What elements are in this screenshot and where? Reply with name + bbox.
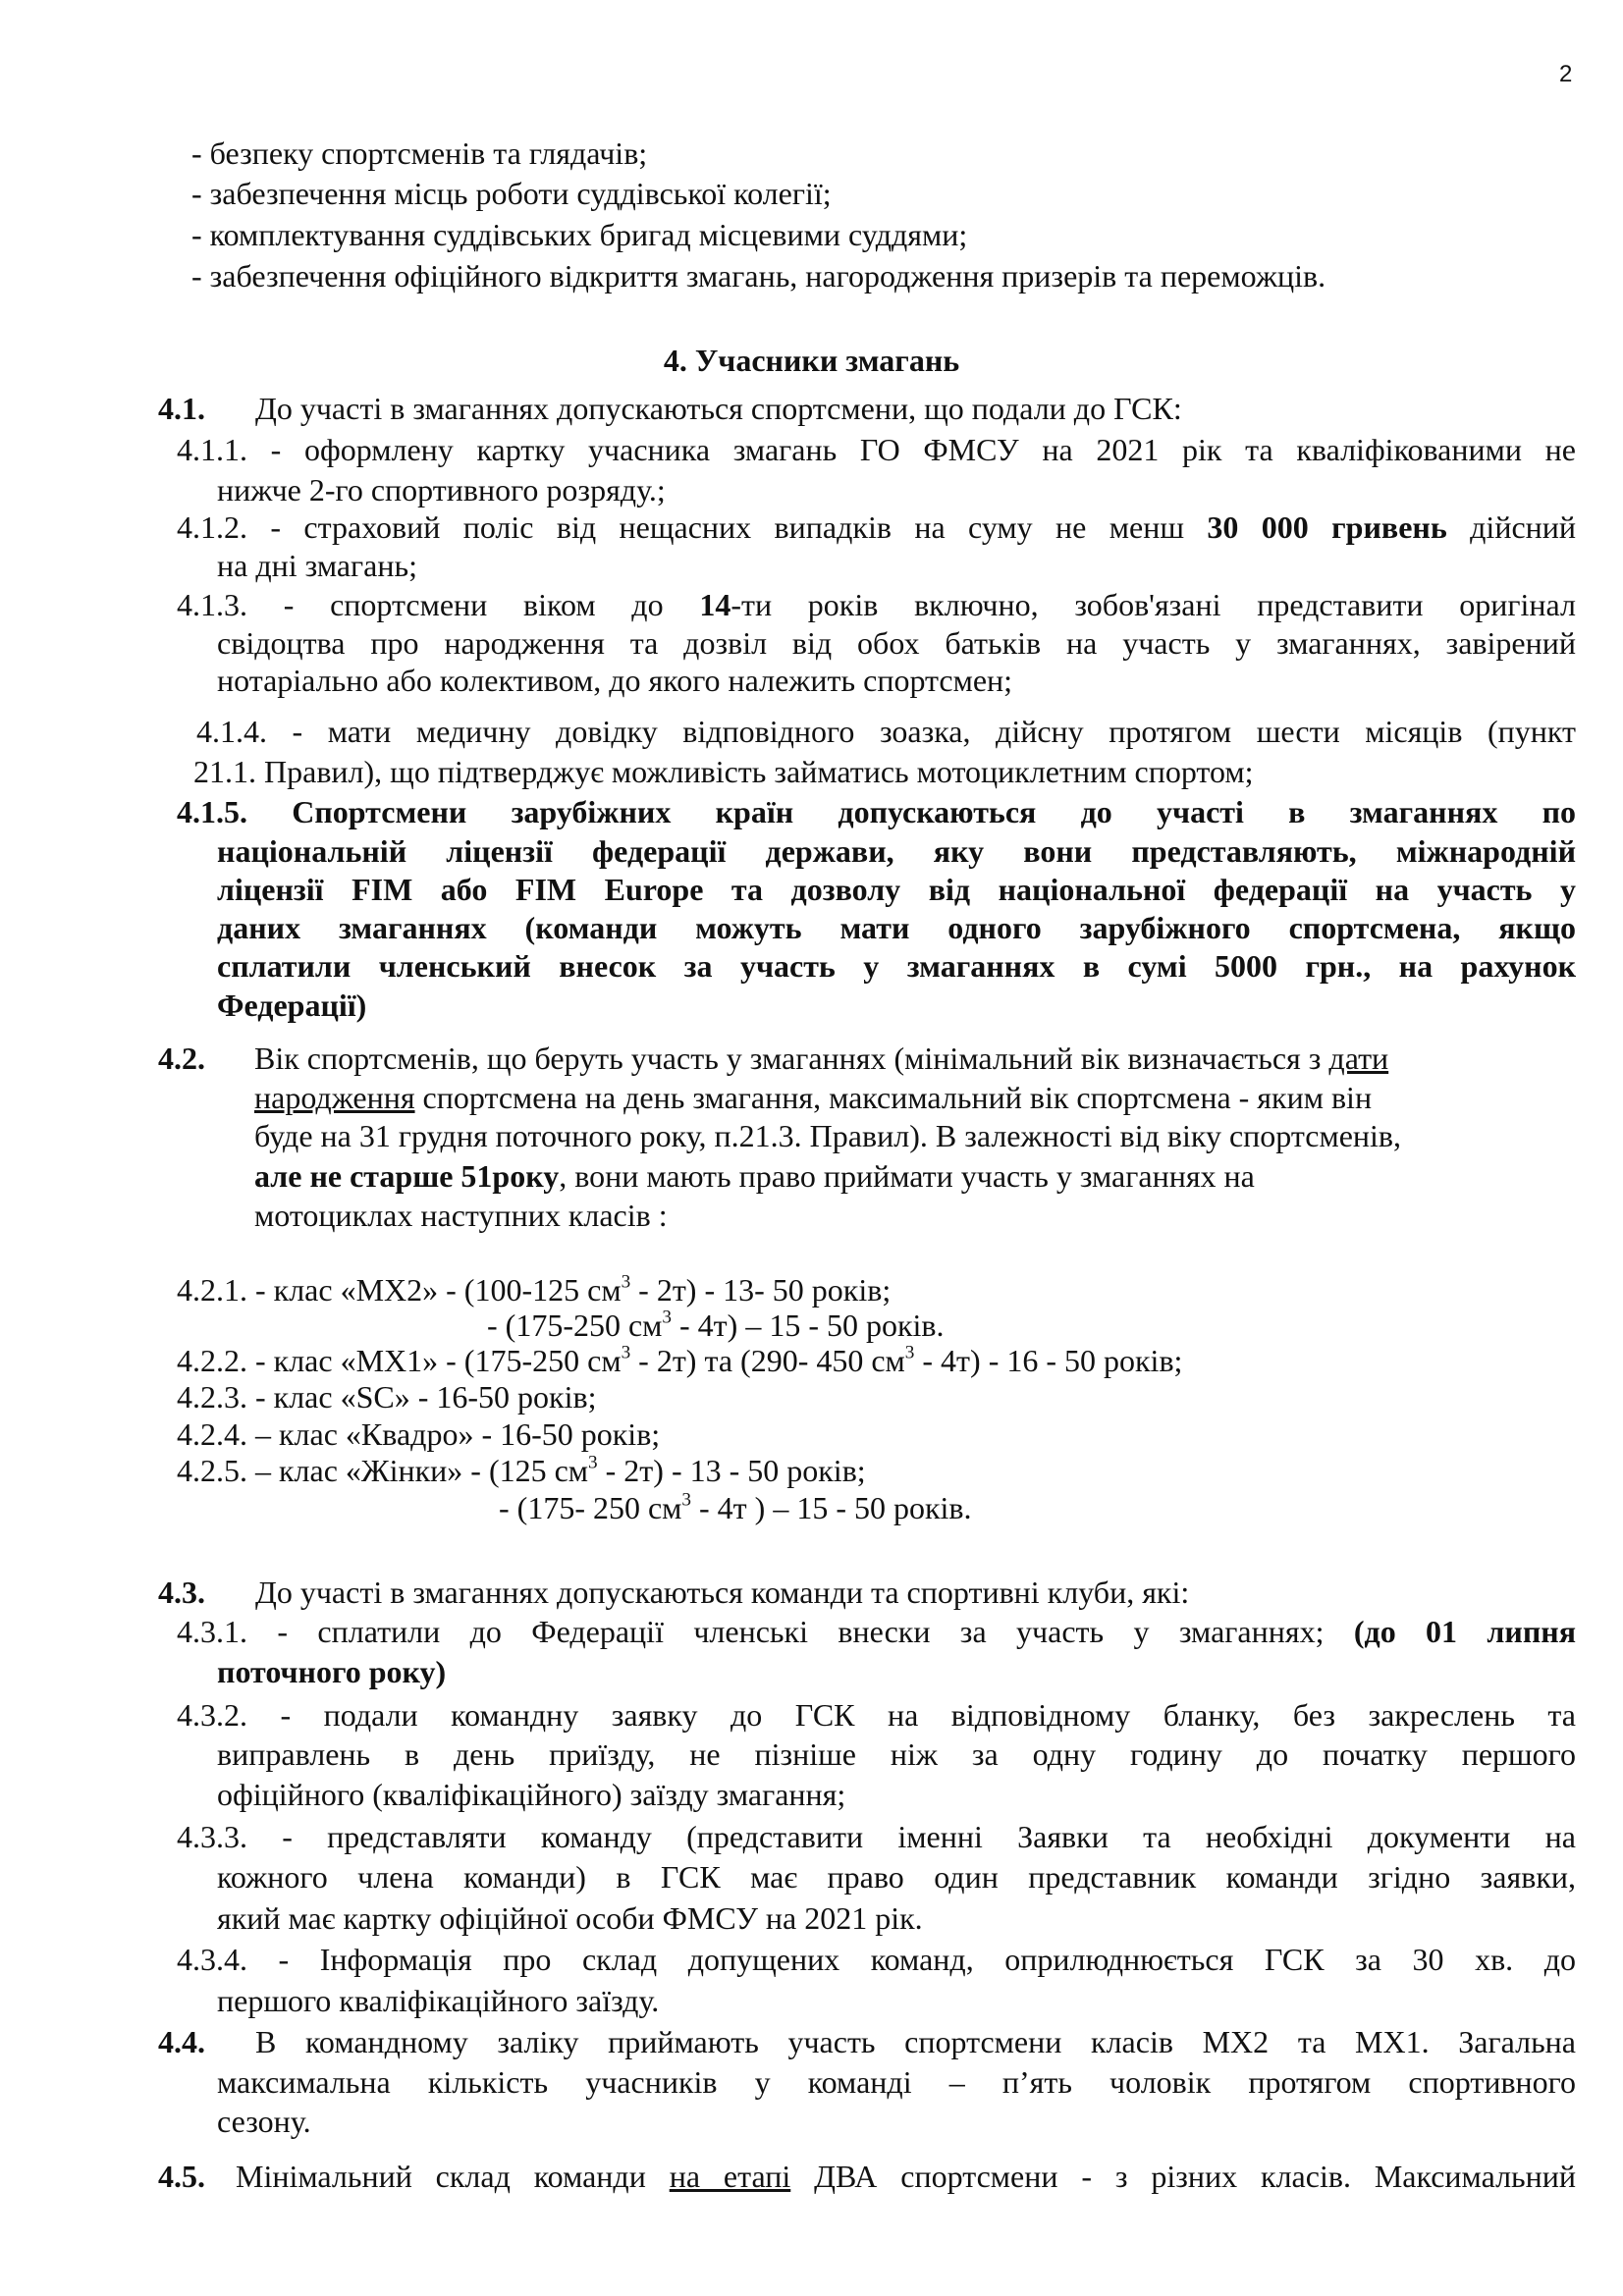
text-line (254, 1078, 1372, 1117)
text-line (177, 507, 1576, 547)
text-line (177, 1415, 660, 1454)
text-segment: сплатили членський внесок за участь у змаганнях в сумі 5000 грн., на рахунок (217, 948, 1576, 984)
text-segment: народження (254, 1080, 415, 1115)
text-segment: - 2т) - 13 - 50 років; (597, 1453, 866, 1488)
text-line (217, 470, 666, 509)
text-segment: 4.3.2. - подали командну заявку до ГСК на відповідному бланку, без закреслень та (177, 1697, 1576, 1733)
text-line (177, 430, 1576, 469)
text-line (177, 792, 1576, 831)
text-segment: 4.1.1. - оформлену картку учасника змагань ГО ФМСУ на 2021 рік та кваліфікованими не (177, 432, 1576, 467)
text-segment: 4. Учасники змагань (663, 343, 960, 378)
text-segment: 4.2.3. - клас «SC» - 16-50 років; (177, 1379, 597, 1415)
text-segment: 4.3.4. - Інформація про склад допущених команд, оприлюднюється ГСК за 30 хв. до (177, 1942, 1576, 1977)
text-line (191, 256, 1325, 295)
text-line (158, 2022, 1576, 2061)
text-segment: мотоциклах наступних класів : (254, 1198, 668, 1233)
text-line (217, 908, 1576, 947)
text-line (177, 585, 1576, 624)
text-segment: 4.2.4. – клас «Квадро» - 16-50 років; (177, 1416, 661, 1452)
text-segment: - забезпечення місць роботи суддівської колегії; (191, 176, 832, 211)
text-segment: нижче 2-го спортивного розряду.; (217, 472, 666, 507)
text-line (193, 752, 1253, 791)
text-line (177, 1451, 866, 1490)
superscript: 3 (588, 1452, 598, 1473)
text-segment: сезону. (217, 2104, 311, 2139)
page-number: 2 (1559, 61, 1573, 87)
text-segment: - комплектування суддівських бригад місцевими суддями; (191, 217, 968, 252)
text-segment: ДВА спортсмени - з різних класів. Максимальний (790, 2159, 1577, 2194)
text-line (217, 1898, 923, 1938)
text-line (177, 1695, 1576, 1735)
text-segment: дійсний (1446, 509, 1577, 545)
text-segment: 4.2.1. - клас «МХ2» - (100-125 см (177, 1272, 622, 1308)
text-line (217, 2062, 1576, 2102)
text-segment: Федерації) (217, 988, 367, 1023)
text-segment: - 4т ) – 15 - 50 років. (691, 1490, 972, 1525)
superscript: 3 (621, 1271, 631, 1293)
superscript: 3 (904, 1342, 915, 1363)
text-segment: - 2т) та (290- 450 см (630, 1343, 905, 1378)
text-segment: - 4т) – 15 - 50 років. (672, 1308, 945, 1343)
text-line (487, 1306, 945, 1345)
text-segment: 14 (699, 587, 731, 622)
text-line (217, 946, 1576, 986)
text-segment: 4.3.3. - представляти команду (представити іменні Заявки та необхідні документи на (177, 1819, 1576, 1854)
text-segment: 4.3.1. - сплатили до Федерації членські внески за участь у змаганнях; (177, 1614, 1354, 1649)
text-line (196, 712, 1576, 751)
text-line (217, 2102, 311, 2141)
text-segment: До участі в змаганнях допускаються команди та спортивні клуби, які: (255, 1575, 1190, 1610)
clause-number: 4.2. (158, 1041, 205, 1076)
text-line (177, 1612, 1576, 1651)
text-segment: (до 01 липня (1353, 1614, 1577, 1649)
text-segment: максимальна кількість учасників у команді – п’ять чоловік протягом спортивного (217, 2064, 1576, 2100)
text-segment: дати (1328, 1041, 1389, 1076)
text-line (217, 1857, 1576, 1896)
text-line (254, 1156, 1255, 1196)
section-heading (0, 341, 1623, 380)
clause-number: 4.1. (158, 391, 205, 426)
text-segment: свідоцтва про народження та дозвіл від обох батьків на участь у змаганнях, завірений (217, 625, 1576, 661)
text-segment: - (175-250 см (487, 1308, 663, 1343)
clause-number: 4.5. (158, 2159, 205, 2194)
text-segment: національній ліцензії федерації держави, яку вони представляють, міжнародній (217, 833, 1576, 869)
text-segment: - 2т) - 13- 50 років; (630, 1272, 892, 1308)
superscript: 3 (681, 1489, 692, 1511)
text-segment: виправлень в день приїзду, не пізніше ніж за одну годину до початку першого (217, 1736, 1576, 1772)
text-segment: 4.1.4. - мати медичну довідку відповідного зоазка, дійсну протягом шести місяців (пункт (196, 714, 1576, 749)
text-segment: ліцензії FIM або FIM Europe та дозволу від національної федерації на участь у (217, 872, 1576, 907)
text-segment: , вони мають право приймати участь у змаганнях на (559, 1158, 1255, 1194)
text-line (217, 831, 1576, 871)
text-line (217, 1735, 1576, 1774)
text-segment: 4.2.5. – клас «Жінки» - (125 см (177, 1453, 589, 1488)
text-line (177, 1377, 596, 1416)
text-line (217, 986, 366, 1025)
text-segment: До участі в змаганнях допускаються спортсмени, що подали до ГСК: (255, 391, 1182, 426)
text-line (177, 1341, 1182, 1380)
superscript: 3 (662, 1307, 673, 1328)
text-segment: Мінімальний склад команди (236, 2159, 670, 2194)
text-segment: 4.2.2. - клас «МХ1» - (175-250 см (177, 1343, 622, 1378)
text-segment: даних змаганнях (команди можуть мати одного зарубіжного спортсмена, якщо (217, 910, 1576, 945)
text-segment: В командному заліку приймають участь спортсмени класів МХ2 та МХ1. Загальна (255, 2024, 1576, 2059)
text-segment: - 4т) - 16 - 50 років; (914, 1343, 1183, 1378)
text-segment: - безпеку спортсменів та глядачів; (191, 135, 648, 171)
text-segment: поточного року) (217, 1654, 447, 1689)
text-segment: на етапі (669, 2159, 791, 2194)
text-segment: на дні змагань; (217, 548, 417, 583)
text-segment: буде на 31 грудня поточного року, п.21.3. Правил). В залежності від віку спортсменів, (254, 1118, 1402, 1153)
text-line (499, 1488, 972, 1527)
text-line (158, 1039, 1388, 1078)
text-line (158, 1573, 1189, 1612)
text-line (254, 1116, 1401, 1155)
text-line (217, 661, 1012, 700)
text-line (217, 623, 1576, 663)
text-segment: 4.1.3. - спортсмени віком до (177, 587, 700, 622)
text-segment: -ти років включно, зобов'язані представити оригінал (730, 587, 1577, 622)
text-segment: - забезпечення офіційного відкриття змагань, нагородження призерів та переможців. (191, 258, 1326, 294)
text-segment: Вік спортсменів, що беруть участь у змаганнях (мінімальний вік визначається з (254, 1041, 1329, 1076)
text-line (191, 174, 832, 213)
superscript: 3 (621, 1342, 631, 1363)
text-line (217, 1981, 659, 2020)
text-segment: спортсмена на день змагання, максимальний вік спортсмена - яким він (414, 1080, 1373, 1115)
text-segment: але не старше 51року (254, 1158, 560, 1194)
text-segment: 4.1.2. - страховий поліс від нещасних випадків на суму не менш (177, 509, 1208, 545)
text-line (217, 1652, 446, 1691)
text-segment: першого кваліфікаційного заїзду. (217, 1983, 660, 2018)
text-segment: 21.1. Правил), що підтверджує можливість займатись мотоциклетним спортом; (193, 754, 1254, 789)
text-line (191, 133, 647, 173)
text-segment: 30 000 гривень (1207, 509, 1447, 545)
text-line (158, 2157, 1576, 2196)
text-line (177, 1940, 1576, 1979)
text-line (217, 870, 1576, 909)
text-line (254, 1196, 668, 1235)
text-segment: який має картку офіційної особи ФМСУ на 2021 рік. (217, 1900, 923, 1936)
text-line (158, 389, 1182, 428)
text-line (217, 1775, 845, 1814)
text-segment: кожного члена команди) в ГСК має право один представник команди згідно заявки, (217, 1859, 1576, 1895)
text-segment: 4.1.5. Спортсмени зарубіжних країн допускаються до участі в змаганнях по (177, 794, 1576, 829)
text-segment: офіційного (кваліфікаційного) заїзду змагання; (217, 1777, 846, 1812)
text-segment: нотаріально або колективом, до якого належить спортсмен; (217, 663, 1013, 698)
text-line (177, 1817, 1576, 1856)
text-segment: - (175- 250 см (499, 1490, 682, 1525)
clause-number: 4.3. (158, 1575, 205, 1610)
clause-number: 4.4. (158, 2024, 205, 2059)
text-line (217, 546, 417, 585)
text-line (177, 1270, 891, 1309)
text-line (191, 215, 967, 254)
